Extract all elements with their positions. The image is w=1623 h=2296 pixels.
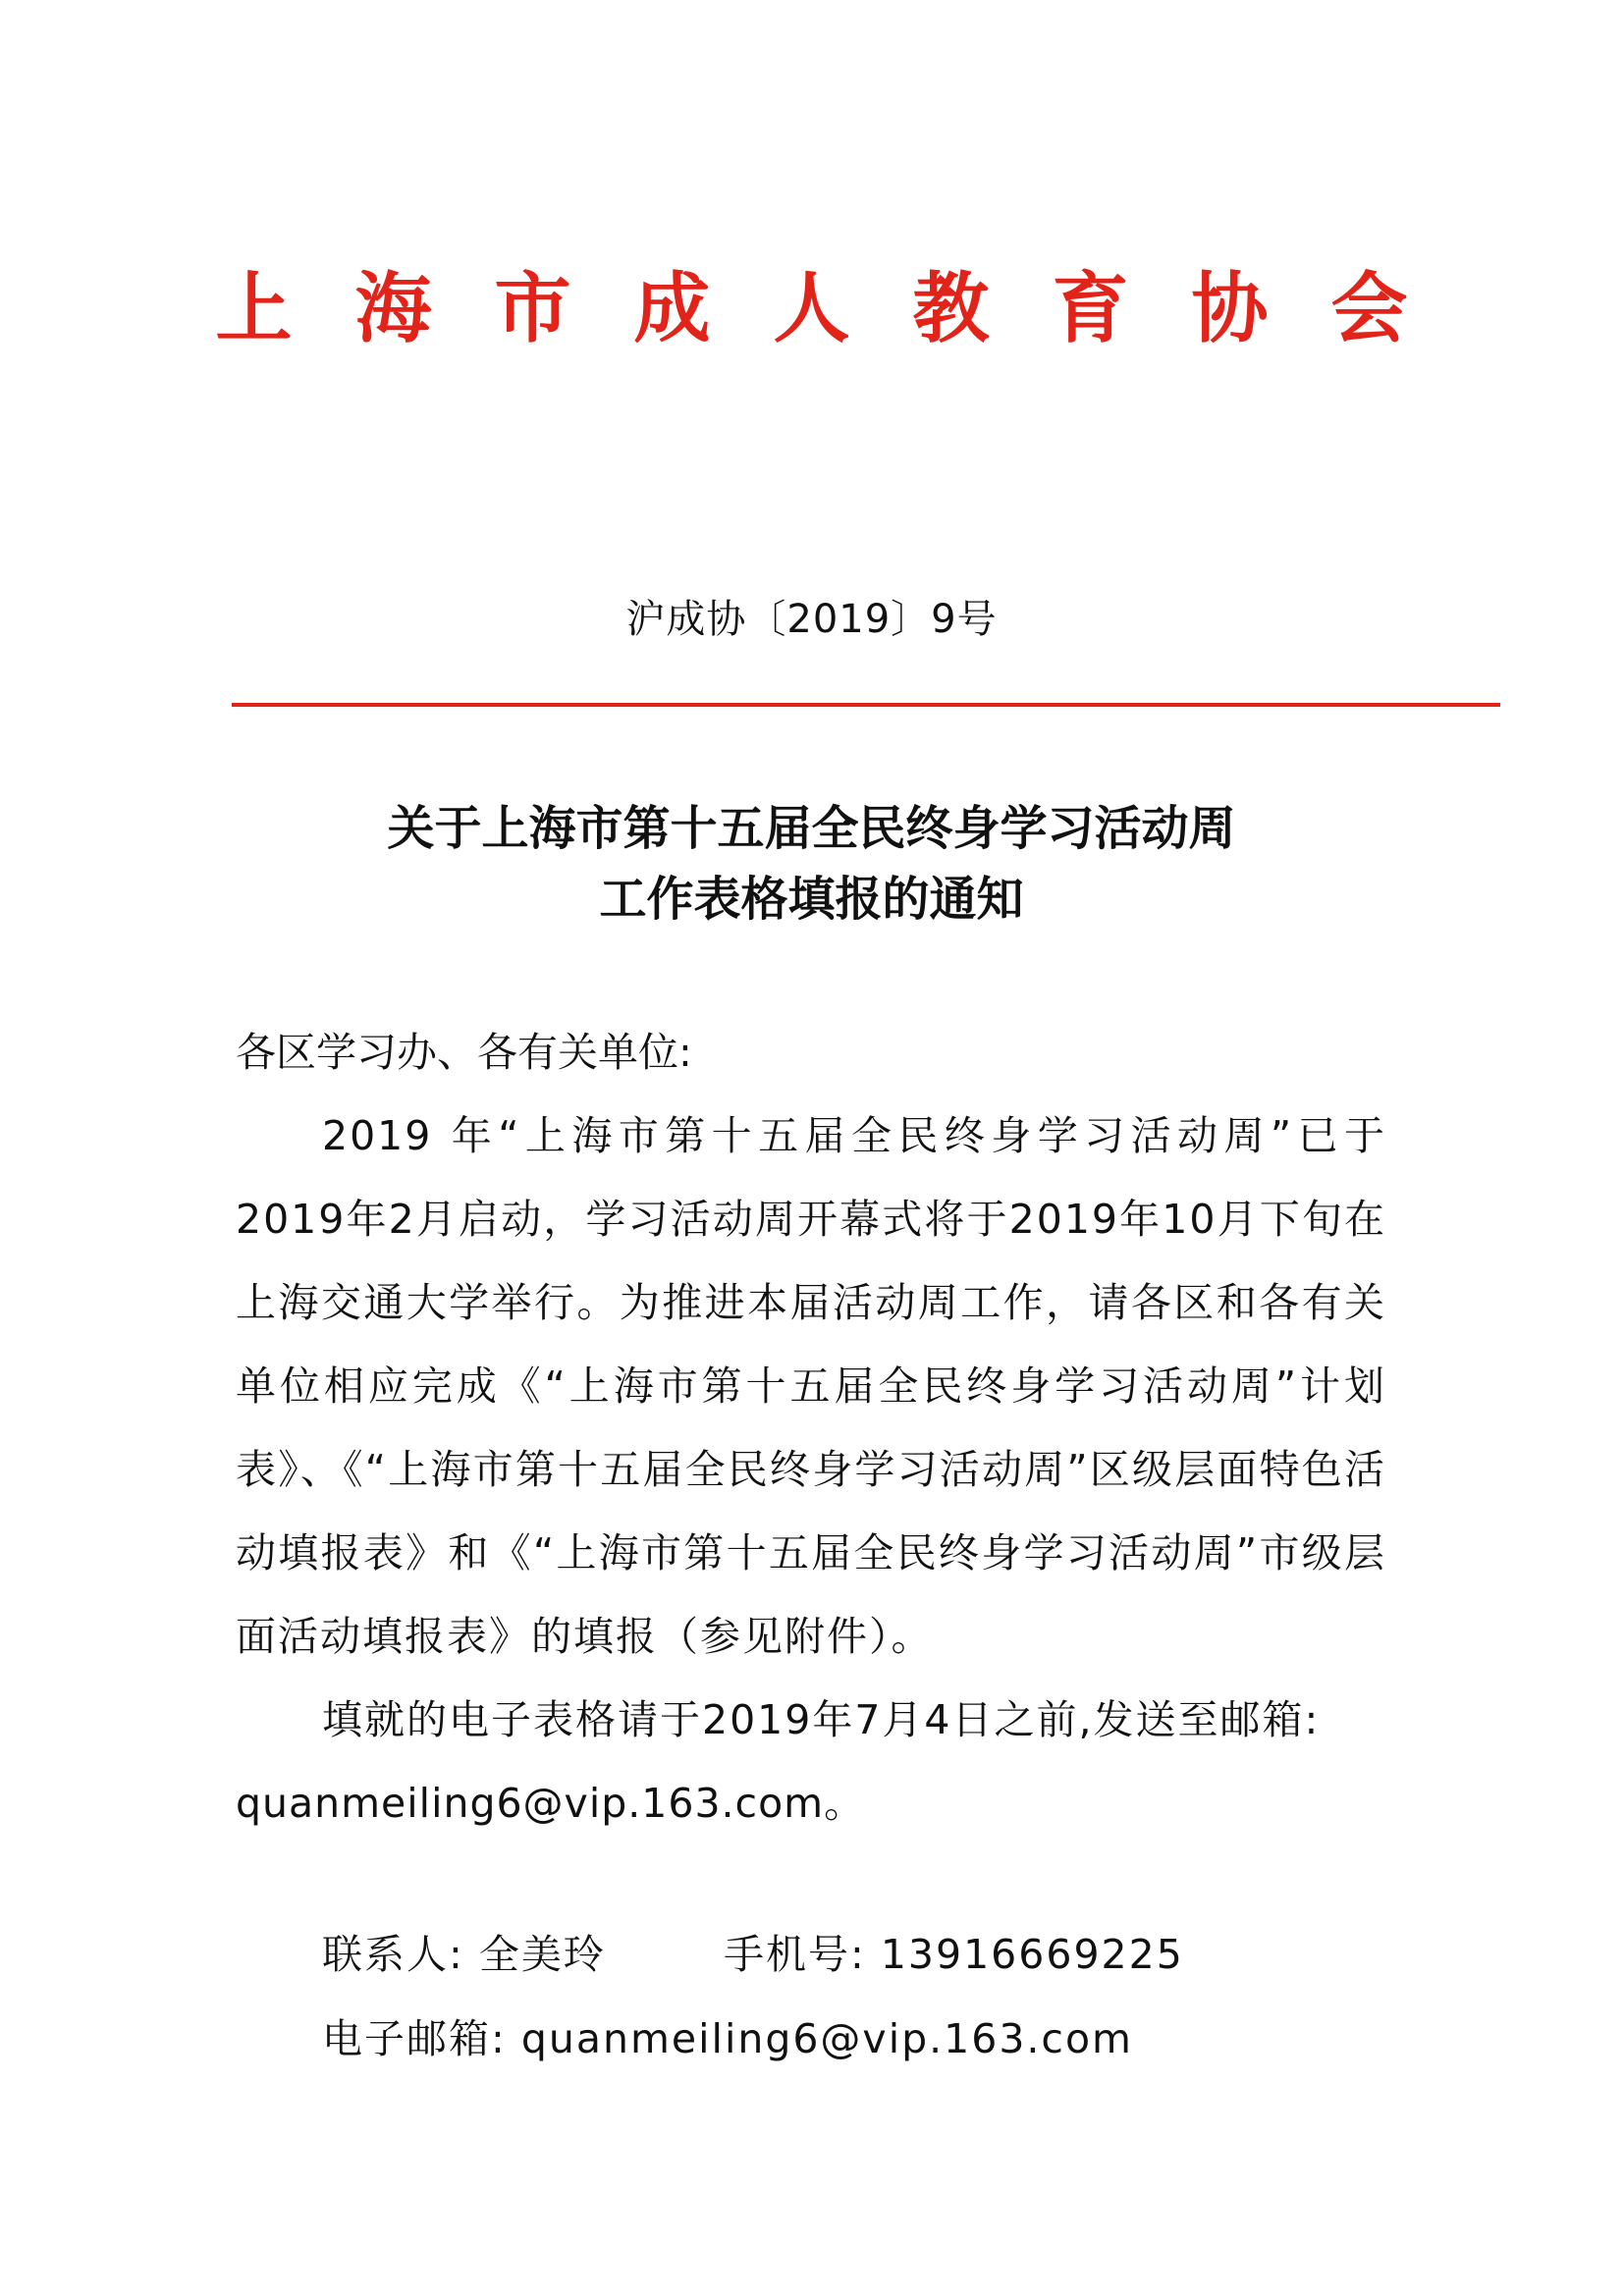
phone-label: 手机号: [723, 1931, 866, 1978]
contact-person-row [322, 1912, 1184, 1997]
notice-title-line-1: 关于上海市第十五届全民终身学习活动周 [387, 801, 1236, 856]
red-divider-line [232, 703, 1500, 707]
email-label: 电子邮箱: [322, 2015, 507, 2062]
notice-body [236, 1011, 1386, 1845]
document-number: 沪成协〔2019〕9号 [625, 597, 998, 642]
contact-person-name: 全美玲 [478, 1931, 606, 1978]
salutation: 各区学习办、各有关单位: [236, 1029, 692, 1076]
submission-email: quanmeiling6@vip.163.com。 [236, 1780, 866, 1827]
notice-title-line-2: 工作表格填报的通知 [599, 872, 1024, 927]
notice-title [0, 793, 1623, 934]
contact-email: quanmeiling6@vip.163.com [520, 2015, 1133, 2062]
contact-email-row [322, 1997, 1184, 2081]
phone-number: 13916669225 [880, 1931, 1184, 1978]
organization-title: 上海市成人教育协会 [215, 264, 1471, 353]
body-paragraph-1: 2019 年“上海市第十五届全民终身学习活动周”已于2019年2月启动，学习活动周开幕式将于2019年10月下旬在上海交通大学举行。为推进本届活动周工作，请各区和各有关单位相应完成《“上海市第十五届全民终身学习活动周”计划表》、《“上海市第十五届全民终身学习活动周”区级层面特色活动填报表》和《“上海市第十五届全民终身学习活动周”市级层面活动填报表》的填报（参见附件）。 [236, 1112, 1386, 1660]
contact-block [322, 1912, 1184, 2081]
body-paragraph-2: 填就的电子表格请于2019年7月4日之前,发送至邮箱: [322, 1696, 1321, 1743]
contact-person-label: 联系人: [322, 1931, 464, 1978]
